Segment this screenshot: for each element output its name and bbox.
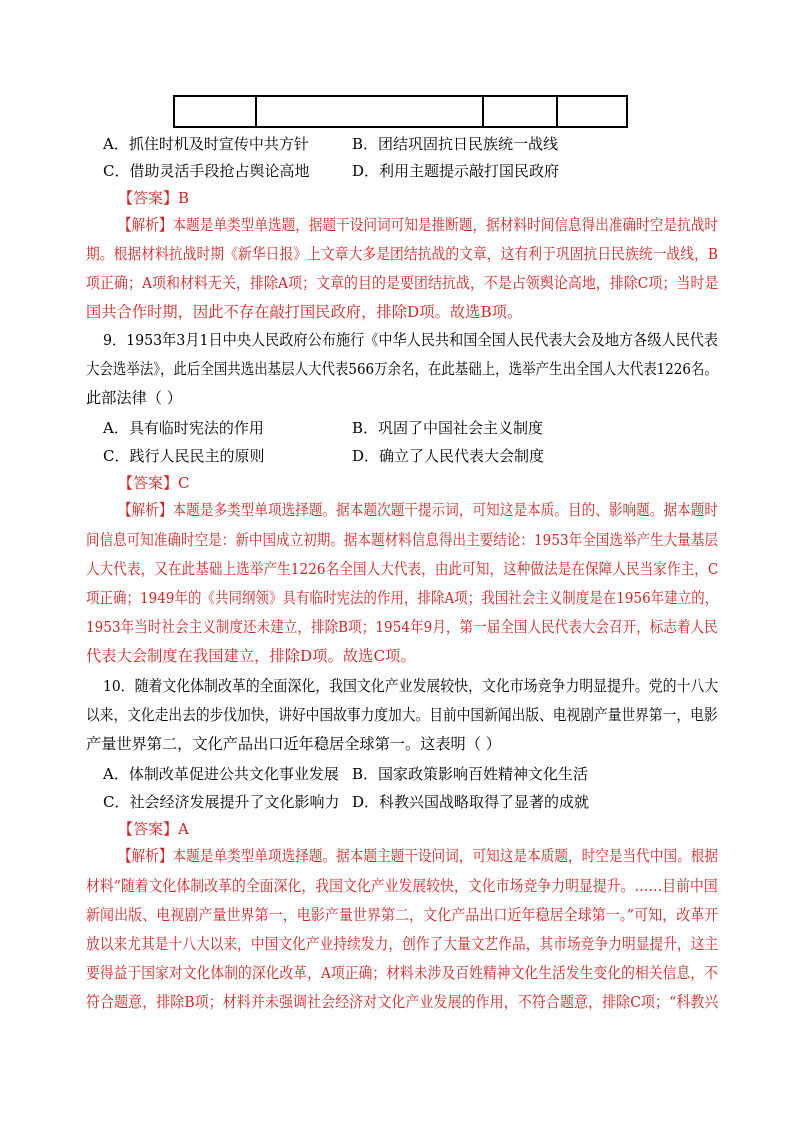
q10-answer: 【答案】A [118,820,189,838]
table-cell [175,97,257,126]
q9-stem-line: 大会选举法》，此后全国共选出基层人大代表566万余名，在此基础上，选举产生出全国人大代表1226名。 [86,360,718,378]
q8-answer: 【答案】B [118,189,190,207]
q9-answer: 【答案】C [118,474,190,492]
q9-explanation-line: 人大代表，又在此基础上选举产生1226名全国人大代表，由此可知，这种做法是在保障人民当家作主，C [86,560,719,578]
q8-explanation-line: 国共合作时期，因此不存在敲打国民政府，排除D项。故选B项。 [86,303,523,321]
q10-stem-line: 以来，文化走出去的步伐加快，讲好中国故事力度加大。目前中国新闻出版、电视剧产量世界第一，电影 [86,706,718,724]
q9-option-c: C．践行人民民主的原则 [103,447,265,465]
q9-stem-line: 9．1953年3月1日中央人民政府公布施行《中华人民共和国全国人民代表大会及地方各级人民代表 [103,331,719,349]
q9-explanation-line: 项正确；1949年的《共同纲领》具有临时宪法的作用，排除A项；我国社会主义制度是在1956年建立的， [86,589,719,607]
table-fragment [173,95,628,128]
q9-explanation-line: 间信息可知准确时空是：新中国成立初期。据本题材料信息得出主要结论：1953年全国选举产生大量基层 [86,531,718,549]
q10-option-a: A．体制改革促进公共文化事业发展 [103,765,339,783]
q9-option-a: A．具有临时宪法的作用 [103,419,264,437]
table-cell [558,97,626,126]
q10-explanation-line: 材料“随着文化体制改革的全面深化，我国文化产业发展较快，文化市场竞争力明显提升。……目前中国 [86,877,718,895]
q10-stem-line: 10．随着文化体制改革的全面深化，我国文化产业发展较快，文化市场竞争力明显提升。党的十八大 [103,677,719,695]
q8-explanation-line: 【解析】本题是单类型单选题，据题干设问词可知是推断题，据材料时间信息得出准确时空是抗战时 [118,216,719,234]
q9-explanation-line: 代表大会制度在我国建立，排除D项。故选C项。 [86,647,416,665]
q10-option-d: D．科教兴国战略取得了显著的成就 [352,793,590,811]
q8-explanation-line: 项正确；A项和材料无关，排除A项；文章的目的是要团结抗战，不是占领舆论高地，排除C项；当时是 [86,274,719,292]
q10-explanation-line: 放以来尤其是十八大以来，中国文化产业持续发力，创作了大量文艺作品，其市场竞争力明显提升，这主 [86,935,719,953]
q10-explanation-line: 符合题意，排除B项；材料并未强调社会经济对文化产业发展的作用，不符合题意，排除C项；“科教兴 [86,993,719,1011]
q8-option-a: A．抓住时机及时宣传中共方针 [103,135,309,153]
q10-stem-line: 产量世界第二，文化产品出口近年稳居全球第一。这表明（ ） [86,735,501,753]
q9-explanation-line: 1953年当时社会主义制度还未建立，排除B项；1954年9月，第一届全国人民代表大会召开，标志着人民 [86,618,718,636]
table-cell [484,97,558,126]
table-cell [257,97,484,126]
q9-stem-line: 此部法律（ ） [86,389,182,407]
q9-explanation-line: 【解析】本题是多类型单项选择题。据本题次题干提示词，可知这是本质。目的、影响题。据本题时 [118,501,719,519]
q10-option-c: C．社会经济发展提升了文化影响力 [103,793,340,811]
q9-option-d: D．确立了人民代表大会制度 [352,447,545,465]
q10-explanation-line: 要得益于国家对文化体制的深化改革，A项正确；材料未涉及百姓精神文化生活发生变化的相关信息，不 [86,964,718,982]
q8-option-d: D．利用主题提示敲打国民政府 [352,162,560,180]
q10-explanation-line: 新闻出版、电视剧产量世界第一，电影产量世界第二，文化产品出口近年稳居全球第一。”可知，改革开 [86,906,719,924]
q10-option-b: B．国家政策影响百姓精神文化生活 [352,765,589,783]
q9-option-b: B．巩固了中国社会主义制度 [352,419,544,437]
q8-explanation-line: 期。根据材料抗战时期《新华日报》上文章大多是团结抗战的文章，这有利于巩固抗日民族统一战线，B [86,245,719,263]
q8-option-c: C．借助灵活手段抢占舆论高地 [103,162,310,180]
q8-option-b: B．团结巩固抗日民族统一战线 [352,135,559,153]
q10-explanation-line: 【解析】本题是单类型单项选择题。据本题主题干设问词，可知这是本质题，时空是当代中国。根据 [118,847,719,865]
